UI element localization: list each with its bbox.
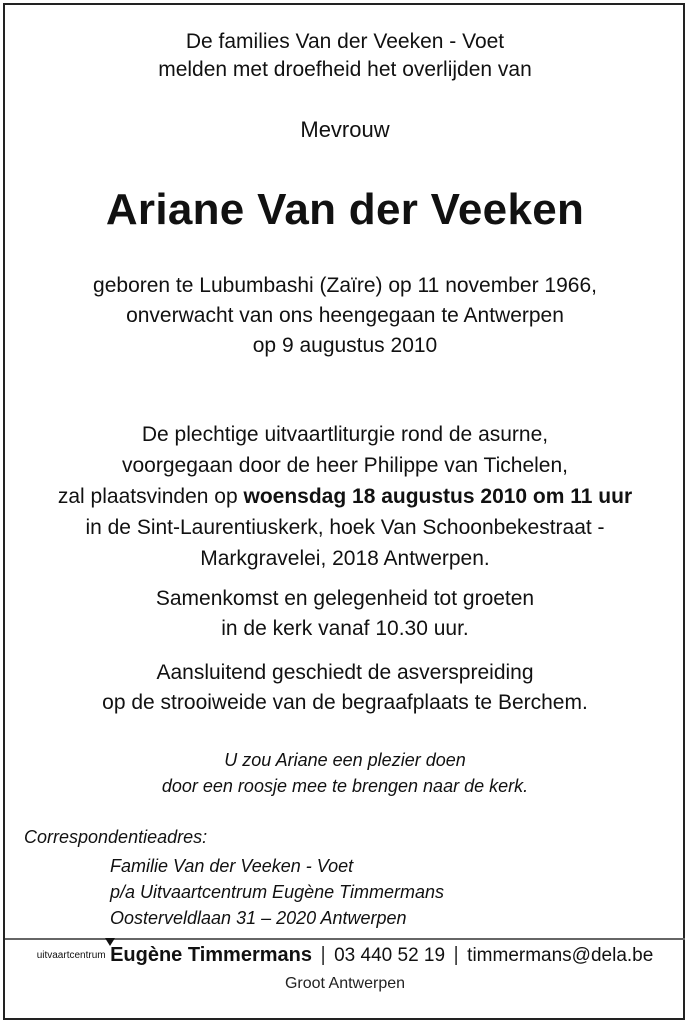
scattering-line: Aansluitend geschiedt de asverspreiding [156, 661, 534, 684]
intro-line: melden met droefheid het overlijden van [158, 58, 532, 81]
gathering-info [0, 584, 690, 644]
gathering-line: Samenkomst en gelegenheid tot groeten [155, 587, 535, 610]
correspondence-line: p/a Uitvaartcentrum Eugène Timmermans [110, 882, 444, 902]
footer-separator: | [453, 944, 459, 966]
salutation: Mevrouw [300, 117, 390, 142]
funeral-details [0, 419, 690, 574]
funeral-date-line [0, 481, 690, 512]
funeral-date-prefix: zal plaatsvinden op [57, 485, 244, 508]
birth-line: op 9 augustus 2010 [252, 334, 438, 357]
funeral-date: woensdag 18 augustus 2010 om 11 uur [243, 485, 633, 508]
correspondence-line: Oosterveldlaan 31 – 2020 Antwerpen [110, 908, 407, 928]
intro-block [0, 28, 690, 84]
phone-number: 03 440 52 19 [334, 945, 446, 966]
deceased-name: Ariane Van der Veeken [105, 185, 585, 234]
triangle-marker-icon [105, 938, 115, 946]
birth-line: geboren te Lubumbashi (Zaïre) op 11 november 1966, [93, 274, 597, 297]
funeral-line: in de Sint-Laurentiuskerk, hoek Van Schoonbekestraat - [85, 516, 605, 539]
footer-separator: | [320, 944, 326, 966]
rose-note-line: U zou Ariane een plezier doen [224, 750, 466, 770]
scattering-line: op de strooiweide van de begraafplaats te Berchem. [102, 691, 588, 714]
correspondence-label: Correspondentieadres: [24, 827, 208, 847]
funeral-line: De plechtige uitvaartliturgie rond de asurne, [141, 423, 549, 446]
correspondence-line: Familie Van der Veeken - Voet [110, 856, 354, 876]
intro-line: De families Van der Veeken - Voet [185, 30, 505, 53]
email-address: timmermans@dela.be [467, 945, 654, 966]
rose-note-line: door een roosje mee te brengen naar de kerk. [161, 776, 529, 796]
correspondence-address [110, 853, 444, 931]
gathering-line: in de kerk vanaf 10.30 uur. [221, 617, 469, 640]
brand-prefix: uitvaartcentrum [36, 950, 106, 961]
region-label: Groot Antwerpen [284, 975, 406, 992]
brand-logo [110, 944, 312, 967]
brand-name: Eugène Timmermans [110, 944, 312, 966]
rose-note [0, 747, 690, 799]
birth-details [0, 271, 690, 361]
scattering-info [0, 658, 690, 718]
funeral-line: voorgegaan door de heer Philippe van Tichelen, [122, 454, 568, 477]
birth-line: onverwacht van ons heengegaan te Antwerpen [126, 304, 564, 327]
funeral-line: Markgravelei, 2018 Antwerpen. [200, 547, 490, 570]
